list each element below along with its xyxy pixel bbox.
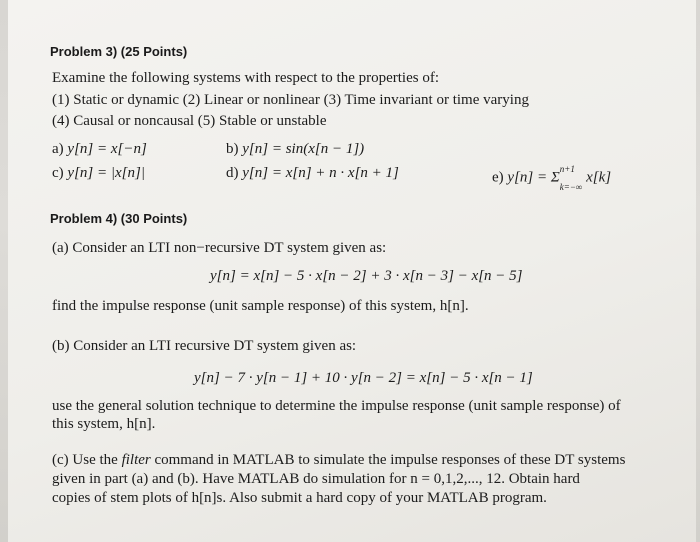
- system-e-label: e): [492, 169, 504, 186]
- system-d-label: d): [226, 165, 239, 181]
- system-c-label: c): [52, 165, 64, 181]
- system-a: [52, 141, 147, 158]
- part-b-use-line2: this system, h[n].: [52, 416, 156, 432]
- problem3-properties-line2: (4) Causal or noncausal (5) Stable or unstable: [52, 113, 327, 129]
- system-a-label: a): [52, 141, 64, 157]
- part-c-line3: copies of stem plots of h[n]s. Also submit a hard copy of your MATLAB program.: [52, 490, 547, 506]
- part-a-text: (a) Consider an LTI non−recursive DT system given as:: [52, 240, 387, 256]
- part-c-line1-pre: (c) Use the: [52, 452, 122, 468]
- system-d-equation: y[n] = x[n] + n · x[n + 1]: [242, 165, 399, 181]
- problem4-title: Problem 4) (30 Points): [50, 211, 188, 226]
- system-e-upper-limit: n+1: [559, 164, 575, 174]
- system-a-equation: y[n] = x[−n]: [67, 141, 147, 157]
- part-b-equation: y[n] − 7 · y[n − 1] + 10 · y[n − 2] = x[n] − 5 · x[n − 1]: [194, 370, 533, 386]
- system-c-equation: y[n] = |x[n]|: [67, 165, 145, 181]
- part-c-line1: [52, 452, 625, 469]
- system-b-label: b): [226, 141, 239, 157]
- system-e-lower-limit: k=−∞: [559, 182, 583, 192]
- part-b-use-line1: use the general solution technique to determine the impulse response (unit sample response) of: [52, 398, 621, 414]
- problem3-title: Problem 3) (25 Points): [50, 44, 188, 59]
- system-e-lhs: y[n] = Σ: [507, 169, 560, 186]
- part-a-find: find the impulse response (unit sample response) of this system, h[n].: [52, 298, 469, 314]
- part-a-equation: y[n] = x[n] − 5 · x[n − 2] + 3 · x[n − 3] − x[n − 5]: [210, 268, 523, 284]
- system-e-rhs: x[k]: [586, 169, 612, 186]
- system-c: [52, 165, 145, 182]
- problem3-properties-line1: (1) Static or dynamic (2) Linear or nonlinear (3) Time invariant or time varying: [52, 92, 529, 108]
- part-c-line1-post: command in MATLAB to simulate the impulse responses of these DT systems: [150, 452, 626, 468]
- part-c-line2: given in part (a) and (b). Have MATLAB do simulation for n = 0,1,2,..., 12. Obtain hard: [52, 471, 580, 487]
- system-b: [226, 141, 364, 158]
- homework-page: [8, 0, 696, 542]
- part-c-filter-command: filter: [121, 452, 151, 468]
- part-b-text: (b) Consider an LTI recursive DT system given as:: [52, 338, 357, 354]
- system-b-equation: y[n] = sin(x[n − 1]): [242, 141, 365, 157]
- system-e: [492, 165, 611, 191]
- problem3-intro: Examine the following systems with respect to the properties of:: [52, 70, 439, 86]
- system-d: [226, 165, 399, 182]
